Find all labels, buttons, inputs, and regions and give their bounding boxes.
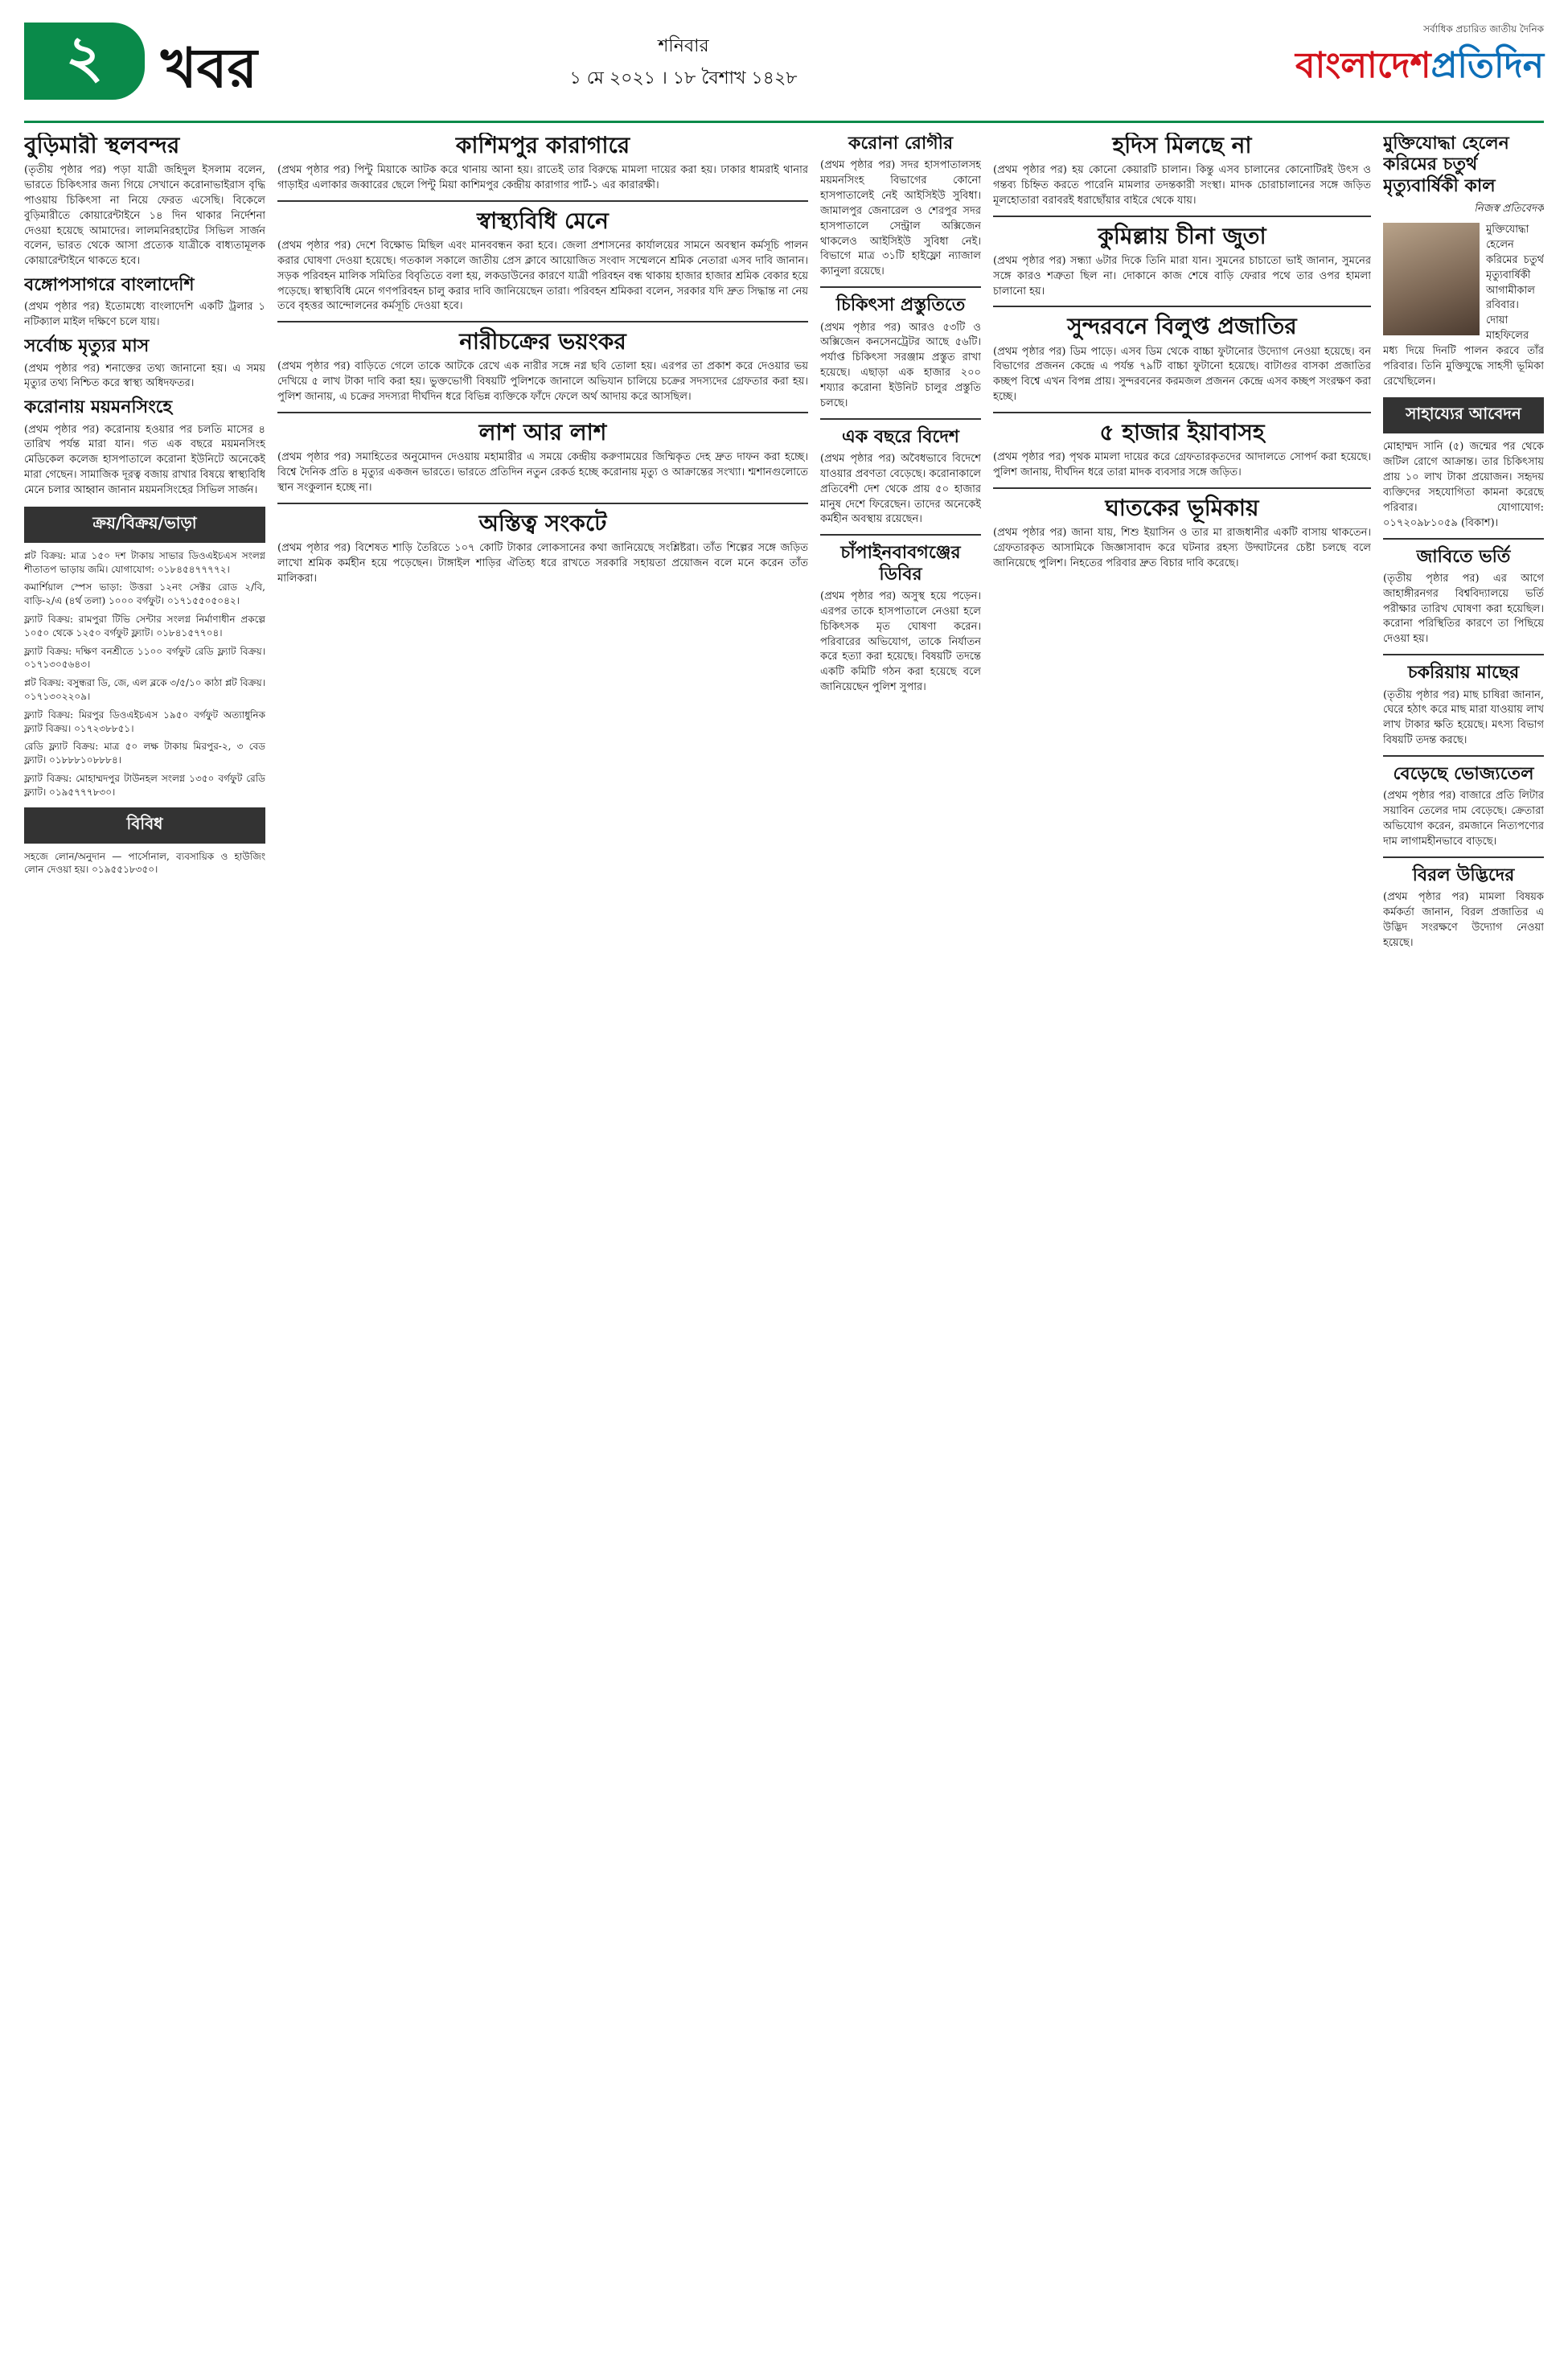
divider xyxy=(993,412,1371,413)
article-body: (প্রথম পৃষ্ঠার পর) ইতোমধ্যে বাংলাদেশি একটি ট্রলার ১ নটিক্যাল মাইল দক্ষিণে চলে যায়। xyxy=(24,301,265,329)
logo-name-part-2: প্রতিদিন xyxy=(1430,45,1544,86)
headline: বঙ্গোপসাগরে বাংলাদেশি xyxy=(24,274,195,296)
byline: নিজস্ব প্রতিবেদক xyxy=(1474,203,1544,216)
headline: কুমিল্লায় চীনা জুতা xyxy=(1098,222,1266,249)
article-body: (প্রথম পৃষ্ঠার পর) জানা যায়, শিশু ইয়াসিন ও তার মা রাজধানীর একটি বাসায় থাকতেন। গ্রেফতারকৃত আসামিকে জিজ্ঞাসাবাদ করে ঘটনার রহস্য উদ্ঘাটনের চেষ্টা চলছে বলে জানিয়েছে পুলিশ। নিহতের পরিবার দ্রুত বিচার দাবি করেছে। xyxy=(993,527,1371,569)
divider xyxy=(820,534,981,536)
classified-ad: প্লট বিক্রয়: বসুন্ধরা ডি, জে, এল ব্লকে ৩/৫/১০ কাঠা প্লট বিক্রয়। ০১৭১৩০২২০৯। xyxy=(24,677,265,703)
page-number: ২ xyxy=(24,23,145,100)
headline: করোনায় ময়মনসিংহে xyxy=(24,396,173,418)
divider xyxy=(1383,538,1544,540)
divider xyxy=(277,412,808,413)
article-body: মোহাম্মদ সানি (৫) জন্মের পর থেকে জটিল রোগে আক্রান্ত। তার চিকিৎসায় প্রায় ১০ লাখ টাকা প্রয়োজন। সহৃদয় ব্যক্তিদের সহযোগিতা কামনা করেছে পরিবার। যোগাযোগ: ০১৭২০৯৮১০৫৯ (বিকাশ)। xyxy=(1383,441,1544,529)
divider xyxy=(820,286,981,288)
article-body: (প্রথম পৃষ্ঠার পর) অবৈধভাবে বিদেশে যাওয়ার প্রবণতা বেড়েছে। করোনাকালে প্রতিবেশী দেশ থেকে প্রায় ৫০ হাজার মানুষ দেশে ফিরেছেন। তাদের অনেকেই কর্মহীন অবস্থায় রয়েছেন। xyxy=(820,452,981,526)
article-body: (প্রথম পৃষ্ঠার পর) দেশে বিক্ষোভ মিছিল এবং মানববন্ধন করা হবে। জেলা প্রশাসনের কার্যালয়ের সামনে অবস্থান কর্মসূচি পালন করার ঘোষণা দেওয়া হয়েছে। গতকাল সকালে জাতীয় প্রেস ক্লাবে আয়োজিত সংবাদ সম্মেলনে শ্রমিক নেতারা এসব দাবি জানান। সড়ক পরিবহন মালিক সমিতির বিবৃতিতে বলা হয়, লকডাউনের কারণে যাত্রী পরিবহন বন্ধ থাকায় হাজার হাজার শ্রমিক বেকার হয়ে পড়েছে। স্বাস্থ্যবিধি মেনে গণপরিবহন চালু করার দাবি জানিয়েছেন তারা। পরিবহন শ্রমিকরা বলেন, সরকার যদি দ্রুত সিদ্ধান্ত না নেয় তবে বৃহত্তর আন্দোলনের কর্মসূচি দেওয়া হবে। xyxy=(277,240,808,313)
column-3 xyxy=(820,133,981,2352)
article-body: (তৃতীয় পৃষ্ঠার পর) পড়া যাত্রী জহিদুল ইসলাম বলেন, ভারতে চিকিৎসার জন্য গিয়ে সেখানে করোনাভাইরাস বৃদ্ধি পাওয়ায় চিকিৎসা না নিয়ে ফেরত এসেছি। বিকেলে বুড়িমারীতে কোয়ারেন্টাইনে ১৪ দিন থাকার নির্দেশনা দেওয়া হয়েছে আমাদের। লালমনিরহাটের সিভিল সার্জন বলেন, ভারত থেকে আসা প্রত্যেক যাত্রীকে বাধ্যতামূলক কোয়ারেন্টাইনে থাকতে হবে। xyxy=(24,164,265,268)
headline: মুক্তিযোদ্ধা হেলেন করিমের চতুর্থ মৃত্যুবার্ষিকী কাল xyxy=(1383,133,1509,196)
article-body: (প্রথম পৃষ্ঠার পর) সমাহিতের অনুমোদন দেওয়ায় মহামারীর এ সময়ে কেন্দ্রীয় করুণাময়ের জিম্মিকৃত দেহ দ্রুত দাফন করা হচ্ছে। বিশ্বে দৈনিক প্রতি ৪ মৃত্যুর একজন ভারতে। ভারতে প্রতিদিন নতুন রেকর্ড হচ্ছে করোনায় মৃত্যু ও আক্রান্তের সংখ্যা। শ্মশানগুলোতে স্থান সংকুলান হচ্ছে না। xyxy=(277,451,808,494)
headline: এক বছরে বিদেশ xyxy=(842,425,959,447)
article-body: (প্রথম পৃষ্ঠার পর) অসুস্থ হয়ে পড়েন। এরপর তাকে হাসপাতালে নেওয়া হলে চিকিৎসক মৃত ঘোষণা করেন। পরিবারের অভিযোগ, তাকে নির্যাতন করে হত্যা করা হয়েছে। বিষয়টি তদন্তে একটি কমিটি গঠন করা হয়েছে বলে জানিয়েছেন পুলিশ সুপার। xyxy=(820,589,981,694)
article-body: (প্রথম পৃষ্ঠার পর) বাজারে প্রতি লিটার সয়াবিন তেলের দাম বেড়েছে। ক্রেতারা অভিযোগ করেন, রমজানে নিত্যপণ্যের দাম লাগামহীনভাবে বাড়ছে। xyxy=(1383,790,1544,848)
section-title: খবর xyxy=(161,37,257,101)
divider xyxy=(993,306,1371,307)
article-body: (প্রথম পৃষ্ঠার পর) শনাক্তের তথ্য জানানো হয়। এ সময় মৃত্যুর তথ্য নিশ্চিত করে স্বাস্থ্য অধিদফতর। xyxy=(24,362,265,390)
classified-ad: কমার্শিয়াল স্পেস ভাড়া: উত্তরা ১২নং সেক্টর রোড ২/বি, বাড়ি-২/এ (৪র্থ তলা) ১০০০ বর্গফুট। ০১৭১৫৫০৫০৪২। xyxy=(24,581,265,607)
headline: সর্বোচ্চ মৃত্যুর মাস xyxy=(24,335,150,357)
article-body: (প্রথম পৃষ্ঠার পর) করোনায় হওয়ার পর চলতি মাসের ৪ তারিখ পর্যন্ত মারা যান। গত এক বছরে ময়মনসিংহ মেডিকেল কলেজ হাসপাতালে করোনা ইউনিটে অনেকেই মারা গেছেন। সামাজিক দূরত্ব বজায় রাখার বিষয়ে স্বাস্থ্যবিধি মেনে চলার আহ্বান জানান ময়মনসিংহের সিভিল সার্জন। xyxy=(24,423,265,497)
headline: অস্তিত্ব সংকটে xyxy=(478,509,607,536)
logo-name-part-1: বাংলাদেশ xyxy=(1295,45,1431,86)
article-body: মুক্তিযোদ্ধা হেলেন করিমের চতুর্থ মৃত্যুবার্ষিকী আগামীকাল রবিবার। দোয়া মাহফিলের মধ্য দিয়ে দিনটি পালন করবে তাঁর পরিবার। তিনি মুক্তিযুদ্ধে সাহসী ভূমিকা রেখেছিলেন। xyxy=(1383,224,1544,388)
headline: স্বাস্থ্যবিধি মেনে xyxy=(477,207,609,234)
headline: করোনা রোগীর xyxy=(848,133,954,154)
column-2 xyxy=(277,133,808,2352)
misc-ad: সহজে লোন/অনুদান — পার্সোনাল, ব্যবসায়িক ও হাউজিং লোন দেওয়া হয়। ০১৯৫৫১৮৩৫০। xyxy=(24,850,265,876)
article-body: (প্রথম পৃষ্ঠার পর) হয় কোনো কেয়ারটি চালান। কিন্তু এসব চালানের কোনোটিরই উৎস ও গন্তব্য চিহ্নিত করতে পারেনি মামলার তদন্তকারী সংস্থা। মাদক চোরাচালানের সঙ্গে জড়িত মূলহোতারা বরাবরই ধরাছোঁয়ার বাইরে থেকে যায়। xyxy=(993,164,1371,207)
logo-tagline: সর্বাধিক প্রচারিত জাতীয় দৈনিক xyxy=(1423,23,1544,35)
classified-ad: ফ্ল্যাট বিক্রয়: রামপুরা টিভি সেন্টার সংলগ্ন নির্মাণাধীন প্রকল্পে ১০৫০ থেকে ১২৫০ বর্গফুট ফ্ল্যাট। ০১৮৪১৫৭৭০৪। xyxy=(24,614,265,639)
headline: ঘাতকের ভূমিকায় xyxy=(1105,494,1259,521)
headline: চিকিৎসা প্রস্তুতিতে xyxy=(835,294,966,316)
divider xyxy=(277,503,808,504)
appeal-header: সাহায্যের আবেদন xyxy=(1383,397,1544,433)
divider xyxy=(820,418,981,420)
page-header xyxy=(24,23,1544,119)
headline: কাশিমপুর কারাগারে xyxy=(455,133,630,158)
classified-ad: ফ্ল্যাট বিক্রয়: দক্ষিণ বনশ্রীতে ১১০০ বর্গফুট রেডি ফ্ল্যাট বিক্রয়। ০১৭১৩০৫৬৪৩। xyxy=(24,645,265,671)
article-body: (তৃতীয় পৃষ্ঠার পর) এর আগে জাহাঙ্গীরনগর বিশ্ববিদ্যালয়ে ভর্তি পরীক্ষার তারিখ ঘোষণা করা হয়েছিল। করোনা পরিস্থিতির কারণে তা পিছিয়ে দেওয়া হয়। xyxy=(1383,572,1544,646)
column-1 xyxy=(24,133,265,2352)
headline: লাশ আর লাশ xyxy=(478,419,607,446)
classified-ad: ফ্ল্যাট বিক্রয়: মোহাম্মদপুর টাউনহল সংলগ্ন ১৩৫০ বর্গফুট রেডি ফ্ল্যাট। ০১৯৫৭৭৭৮৩০। xyxy=(24,773,265,798)
newspaper-logo xyxy=(1279,23,1544,111)
headline: ৫ হাজার ইয়াবাসহ xyxy=(1099,419,1265,446)
classified-ad: প্লট বিক্রয়: মাত্র ১৫০ দশ টাকায় সাভার ডিওএইচএস সংলগ্ন শীতাতপ ভাড়ায় জমি। যোগাযোগ: ০১৮৪৫৪৭৭৭৭২। xyxy=(24,549,265,575)
portrait-photo xyxy=(1383,223,1480,335)
misc-header: বিবিধ xyxy=(24,807,265,844)
article-body: (প্রথম পৃষ্ঠার পর) আরও ৫৩টি ও অক্সিজেন কনসেনট্রেটর আছে ৫৬টি। পর্যাপ্ত চিকিৎসা সরঞ্জাম প্রস্তুত রাখা হয়েছে। এছাড়া এক হাজার ২০০ শয্যার করোনা ইউনিট চালুর প্রস্তুতি চলছে। xyxy=(820,321,981,409)
headline: বুড়িমারী স্থলবন্দর xyxy=(24,133,180,158)
article-body: (তৃতীয় পৃষ্ঠার পর) মাছ চাষিরা জানান, ঘেরে হঠাৎ করে মাছ মারা যাওয়ায় লাখ লাখ টাকার ক্ষতি হয়েছে। মৎস্য বিভাগ বিষয়টি তদন্ত করছে। xyxy=(1383,688,1544,747)
headline: চাঁপাইনবাবগঞ্জের ডিবির xyxy=(840,542,961,585)
divider xyxy=(1383,654,1544,655)
article-body: (প্রথম পৃষ্ঠার পর) পিন্টু মিয়াকে আটক করে থানায় আনা হয়। রাতেই তার বিরুদ্ধে মামলা দায়ের করা হয়। ঢাকার ধামরাই থানার গাড়াইর এলাকার জব্বারের ছেলে পিন্টু মিয়া কাশিমপুর কেন্দ্রীয় কারাগার পার্ট-১ এর কারারক্ষী। xyxy=(277,164,808,192)
header-divider xyxy=(24,121,1544,123)
column-4 xyxy=(993,133,1371,2352)
classified-header: ক্রয়/বিক্রয়/ভাড়া xyxy=(24,507,265,543)
headline: সুন্দরবনে বিলুপ্ত প্রজাতির xyxy=(1067,313,1297,340)
article-body: (প্রথম পৃষ্ঠার পর) সন্ধ্যা ৬টার দিকে তিনি মারা যান। সুমনের চাচাতো ভাই জানান, সুমনের সঙ্গে কারও শত্রুতা ছিল না। দোকানে কাজ শেষে বাড়ি ফেরার পথে তার ওপর হামলা চালানো হয়। xyxy=(993,254,1371,298)
divider xyxy=(277,321,808,322)
divider xyxy=(1383,755,1544,757)
divider xyxy=(993,216,1371,217)
day-name: শনিবার xyxy=(658,36,709,56)
article-body: (প্রথম পৃষ্ঠার পর) মামলা বিষয়ক কর্মকর্তা জানান, বিরল প্রজাতির এ উদ্ভিদ সংরক্ষণে উদ্যোগ নেওয়া হয়েছে। xyxy=(1383,891,1544,949)
headline: নারীচক্রের ভয়ংকর xyxy=(459,328,626,355)
headline: বিরল উদ্ভিদের xyxy=(1412,864,1515,885)
headline: বেড়েছে ভোজ্যতেল xyxy=(1393,762,1534,784)
divider xyxy=(1383,856,1544,858)
headline: চকরিয়ায় মাছের xyxy=(1407,662,1520,684)
column-5 xyxy=(1383,133,1544,2352)
article-body: (প্রথম পৃষ্ঠার পর) বিশেষত শাড়ি তৈরিতে ১০৭ কোটি টাকার লোকসানের কথা জানিয়েছে সংশ্লিষ্টরা। তাঁত শিল্পের সঙ্গে জড়িত লাখো শ্রমিক কর্মহীন হয়ে পড়েছেন। টাঙ্গাইল শাড়ির ঐতিহ্য ধরে রাখতে সরকারি সহায়তা প্রয়োজন বলে মনে করেন তাঁত মালিকরা। xyxy=(277,541,808,585)
headline: হদিস মিলছে না xyxy=(1112,133,1252,158)
headline: জাবিতে ভর্তি xyxy=(1416,545,1511,567)
classified-list xyxy=(24,549,265,799)
article-body: (প্রথম পৃষ্ঠার পর) সদর হাসপাতালসহ ময়মনসিংহ বিভাগের কোনো হাসপাতালেই নেই আইসিইউ সুবিধা। জামালপুর জেনারেল ও শেরপুর সদর হাসপাতালে সেন্ট্রাল অক্সিজেন থাকলেও আইসিইউ সুবিধা নেই। বিভাগে মাত্র ৩১টি হাইফ্লো ন্যাজাল ক্যানুলা রয়েছে। xyxy=(820,159,981,278)
divider xyxy=(993,487,1371,489)
article-body: (প্রথম পৃষ্ঠার পর) বাড়িতে গেলে তাকে আটকে রেখে এক নারীর সঙ্গে নগ্ন ছবি তোলা হয়। এরপর তা প্রকাশ করে দেওয়ার ভয় দেখিয়ে ৫ লাখ টাকা দাবি করা হয়। ভুক্তভোগী বিষয়টি পুলিশকে জানালে অভিযান চালিয়ে চক্রের সদস্যদের গ্রেফতার করা হয়। পুলিশ জানায়, এ চক্রের সদস্যরা দীর্ঘদিন ধরে বিভিন্ন ব্যক্তিকে ফাঁদে ফেলে অর্থ আদায় করে আসছিল। xyxy=(277,360,808,404)
article-body: (প্রথম পৃষ্ঠার পর) পৃথক মামলা দায়ের করে গ্রেফতারকৃতদের আদালতে সোপর্দ করা হয়েছে। পুলিশ জানায়, দীর্ঘদিন ধরে তারা মাদক ব্যবসার সঙ্গে জড়িত। xyxy=(993,451,1371,479)
divider xyxy=(277,200,808,202)
classified-ad: ফ্ল্যাট বিক্রয়: মিরপুর ডিওএইচএস ১৯৫০ বর্গফুট অত্যাধুনিক ফ্ল্যাট বিক্রয়। ০১৭২৩৮৮৫১। xyxy=(24,709,265,734)
classified-ad: রেডি ফ্ল্যাট বিক্রয়: মাত্র ৫০ লক্ষ টাকায় মিরপুর-২, ৩ বেড ফ্ল্যাট। ০১৮৮৮১০৮৮৮৪। xyxy=(24,741,265,766)
date-line: ১ মে ২০২১ । ১৮ বৈশাখ ১৪২৮ xyxy=(569,68,798,88)
article-body: (প্রথম পৃষ্ঠার পর) ডিম পাড়ে। এসব ডিম থেকে বাচ্চা ফুটানোর উদ্যোগ নেওয়া হয়েছে। বন বিভাগের প্রজনন কেন্দ্রে এ পর্যন্ত ৭৯টি বাচ্চা ফুটানো হয়েছে। বাটাগুর বাসকা প্রজাতির কচ্ছপ বিশ্বে এখন বিপন্ন প্রায়। সুন্দরবনের করমজল প্রজনন কেন্দ্রে এসব কচ্ছপ সংরক্ষণ করা হচ্ছে। xyxy=(993,345,1371,404)
